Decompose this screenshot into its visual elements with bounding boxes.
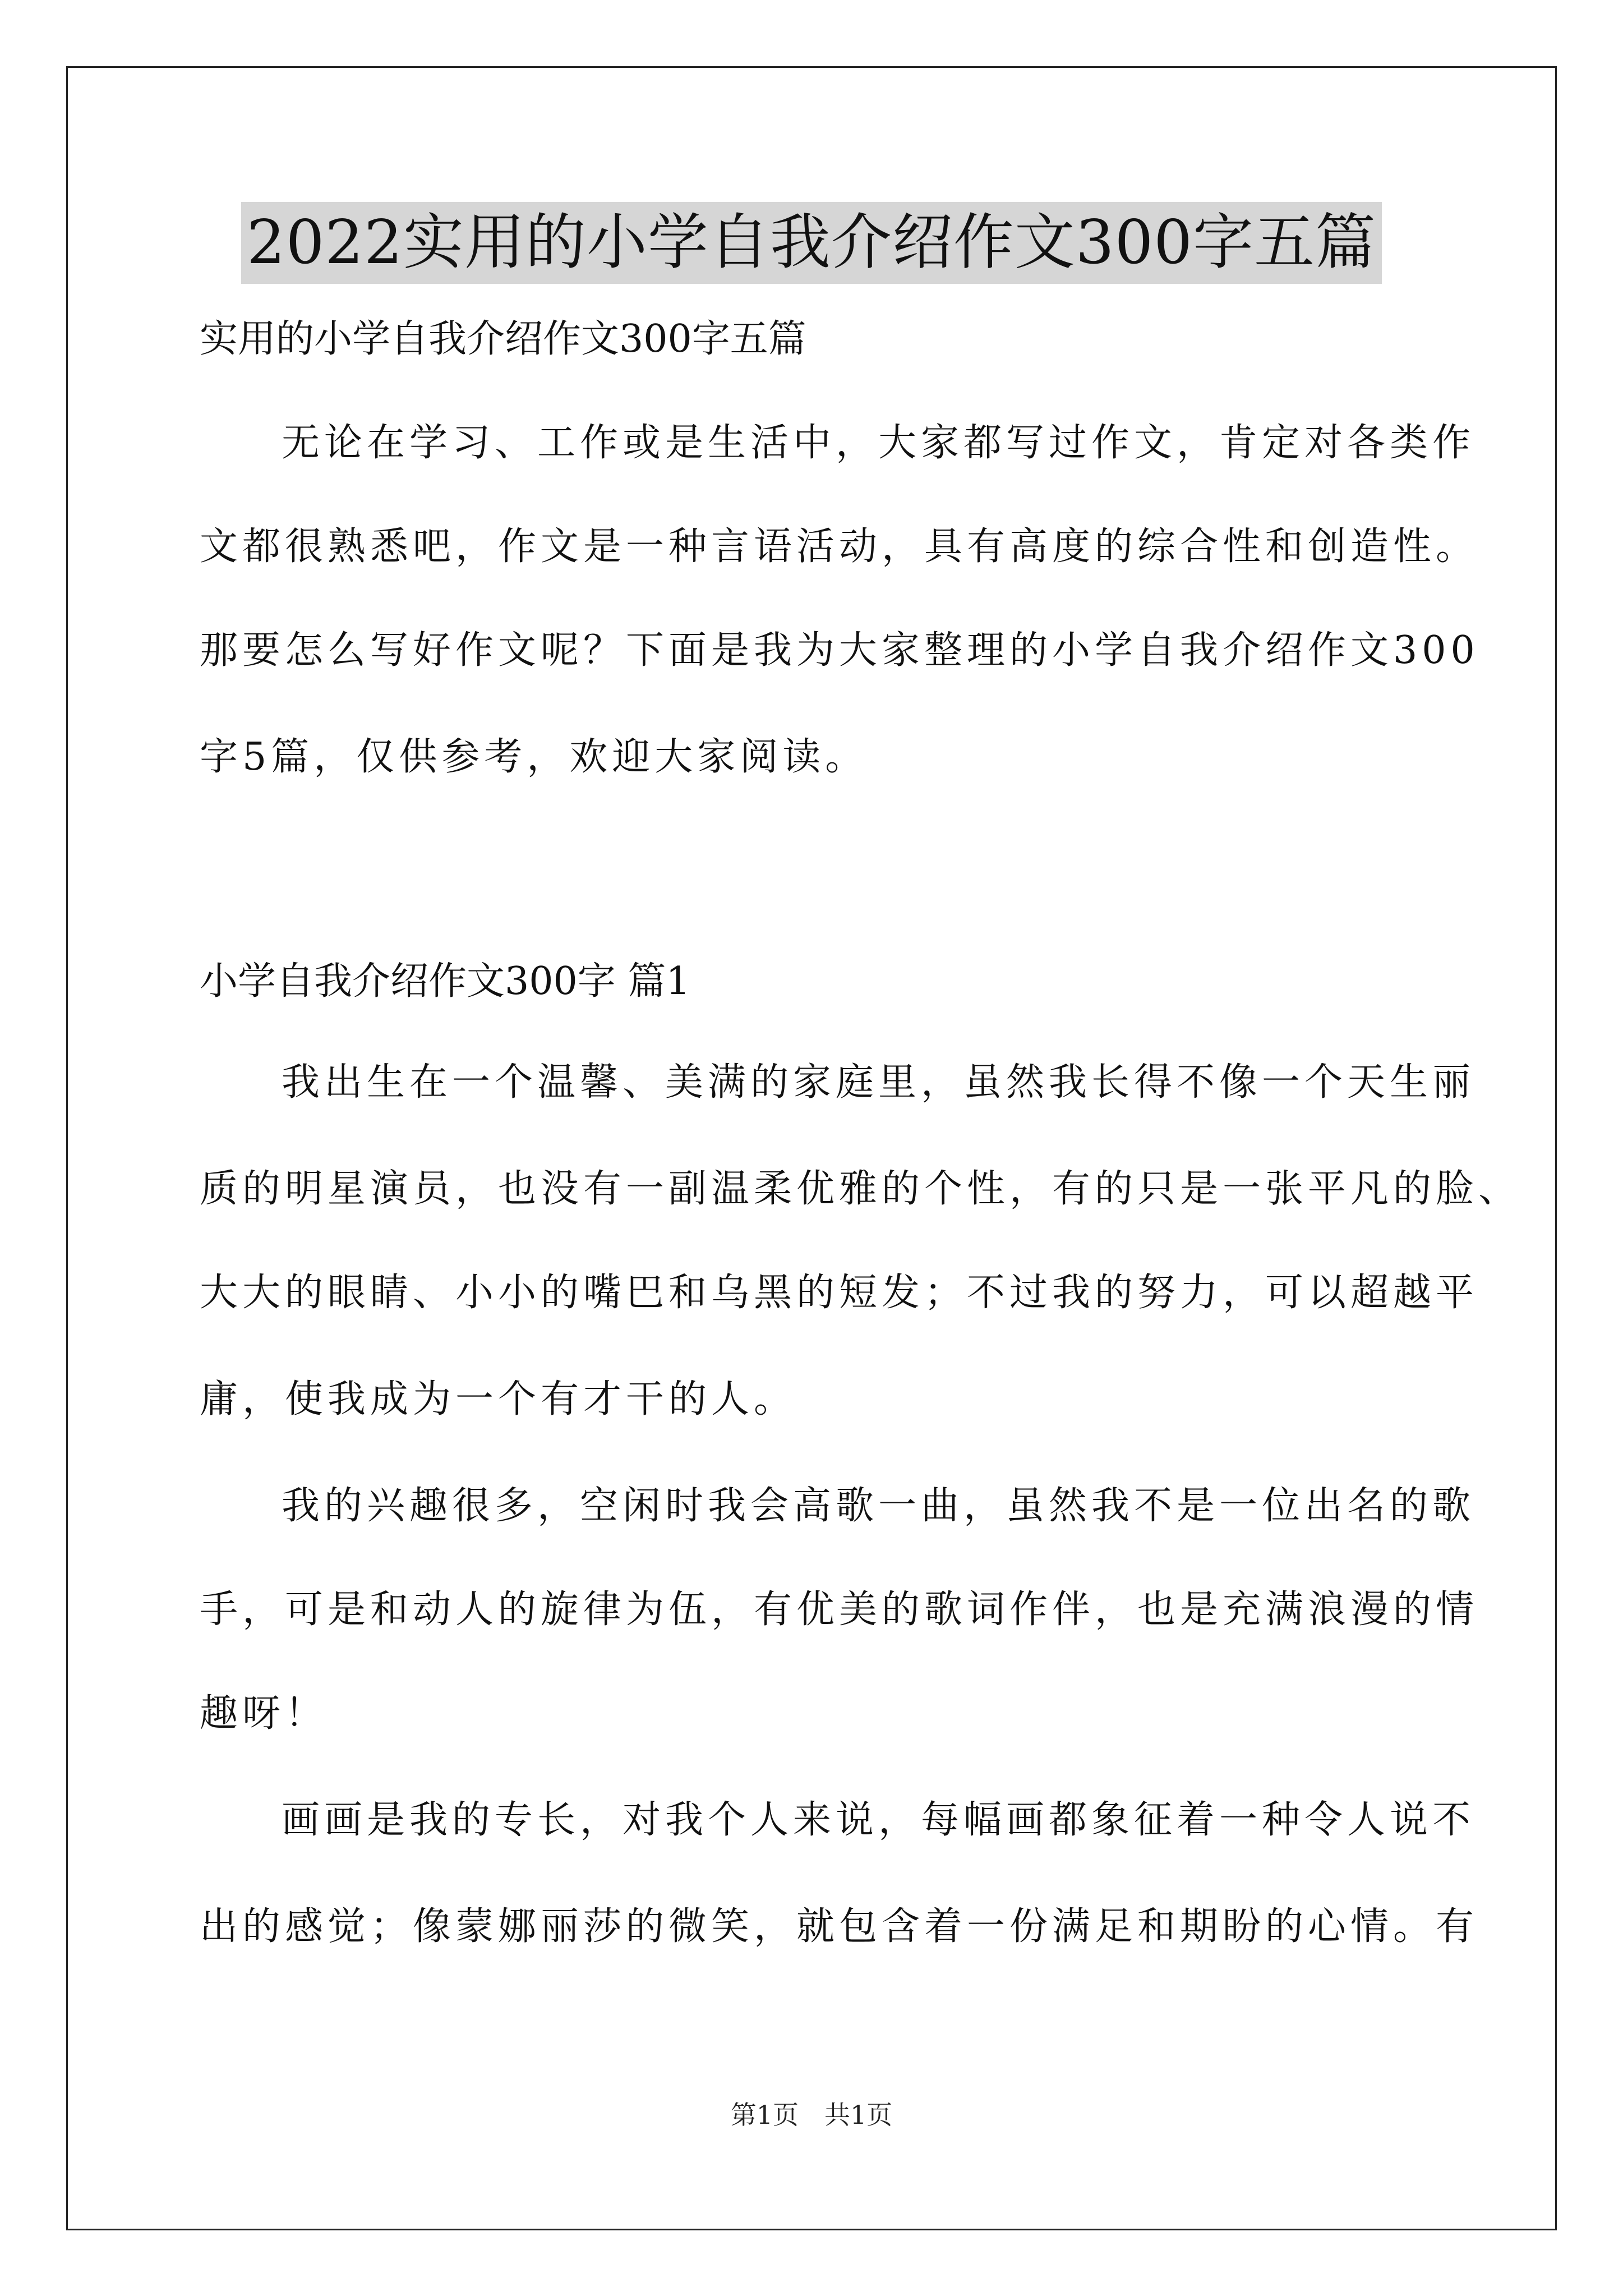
- body-line: 质的明星演员，也没有一副温柔优雅的个性，有的只是一张平凡的脸、: [200, 1167, 1521, 1211]
- body-line: 出的感觉；像蒙娜丽莎的微笑，就包含着一份满足和期盼的心情。有: [200, 1904, 1479, 1949]
- body-line: 趣呀！: [200, 1691, 328, 1736]
- title-container: [0, 202, 1623, 284]
- section-heading: 小学自我介绍作文300字 篇1: [200, 959, 690, 1004]
- body-line: 我出生在一个温馨、美满的家庭里，虽然我长得不像一个天生丽: [282, 1060, 1476, 1105]
- document-subtitle: 实用的小学自我介绍作文300字五篇: [200, 317, 806, 361]
- document-title: 2022实用的小学自我介绍作文300字五篇: [241, 202, 1382, 284]
- body-line: 手，可是和动人的旋律为伍，有优美的歌词作伴，也是充满浪漫的情: [200, 1588, 1479, 1632]
- body-line: 画画是我的专长，对我个人来说，每幅画都象征着一种令人说不: [282, 1798, 1476, 1842]
- body-line: 庸，使我成为一个有才干的人。: [200, 1377, 797, 1421]
- body-line: 我的兴趣很多，空闲时我会高歌一曲，虽然我不是一位出名的歌: [282, 1484, 1476, 1528]
- body-line: 大大的眼睛、小小的嘴巴和乌黑的短发；不过我的努力，可以超越平: [200, 1271, 1479, 1315]
- page-footer: 第1页 共1页: [730, 2100, 893, 2130]
- intro-line: 无论在学习、工作或是生活中，大家都写过作文，肯定对各类作: [282, 421, 1476, 465]
- intro-line: 那要怎么写好作文呢？下面是我为大家整理的小学自我介绍作文300: [200, 628, 1479, 673]
- intro-line: 字5篇，仅供参考，欢迎大家阅读。: [200, 735, 868, 779]
- intro-line: 文都很熟悉吧，作文是一种言语活动，具有高度的综合性和创造性。: [200, 524, 1479, 569]
